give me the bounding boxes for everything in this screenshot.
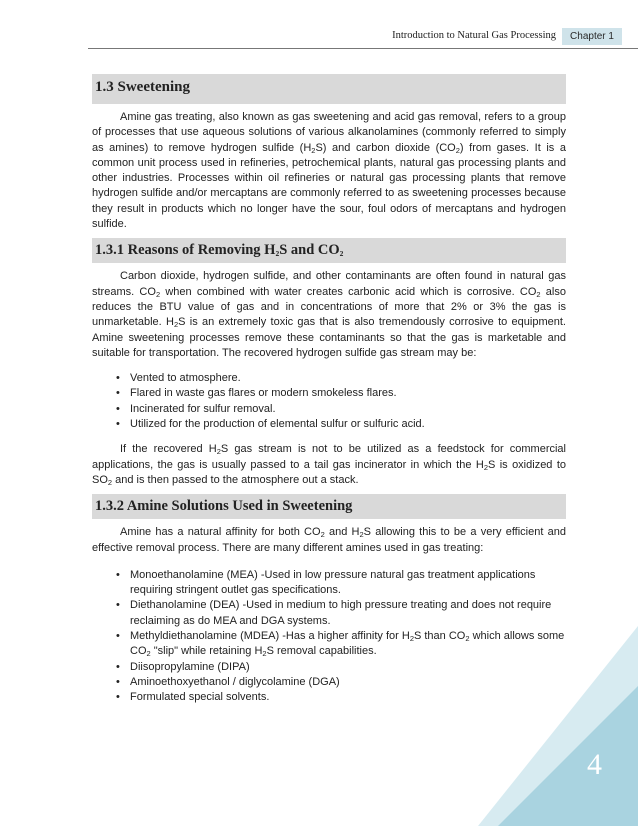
list-item: • Incinerated for sulfur removal. bbox=[92, 402, 566, 417]
paragraph-sweetening: Amine gas treating, also known as gas sweetening and acid gas removal, refers to a group of processes that use aqueous solutions of various alkanolamines (commonly referred to simply as amines) to remove hydrogen sulfide $(H_2S)$ and carbon dioxide $(CO_2)$ from gases. It is a common unit process used in refineries, petrochemical plants, natural gas processing plants and other industries. Processes within oil refineries or natural gas processing plants that remove hydrogen sulfide and/or mercaptans are commonly referred to as sweetening processes because they result in products which no longer have the sour, foul odors of mercaptans and hydrogen sulfide. bbox=[92, 111, 566, 231]
bullet-icon: • bbox=[116, 568, 120, 581]
bullet-icon: • bbox=[116, 387, 120, 400]
header-rule bbox=[88, 48, 638, 49]
list-item: • Monoethanolamine (MEA) -Used in low pressure natural gas treatment applications requiring stringent outlet gas specifications. bbox=[116, 568, 536, 597]
page-content bbox=[92, 74, 566, 706]
bullet-icon: • bbox=[116, 372, 120, 385]
bullet-icon: • bbox=[116, 402, 120, 415]
chapter-tab: Chapter 1 bbox=[562, 28, 622, 45]
section-heading-amines: 1.3.2 Amine Solutions Used in Sweetening bbox=[92, 494, 566, 519]
list-item: • Methyldiethanolamine (MDEA) -Has a higher affinity for $H_2S$ than $CO_2$ which allows some $CO_2$ "slip" while retaining $H_2S$ removal capabilities. bbox=[116, 630, 565, 659]
disposal-list bbox=[92, 371, 566, 432]
corner-dark-triangle bbox=[498, 686, 638, 826]
paragraph-amines: Amine has a natural affinity for both $CO_2$ and $H_2S$ allowing this to be a very efficient and effective removal process. There are many different amines used in gas treating: bbox=[92, 526, 566, 554]
bullet-icon: • bbox=[116, 418, 120, 431]
bullet-icon: • bbox=[116, 630, 120, 643]
bullet-icon: • bbox=[116, 675, 120, 688]
section-heading-sweetening: 1.3 Sweetening bbox=[92, 74, 566, 104]
page-number: 4 bbox=[587, 748, 602, 781]
list-item: • Utilized for the production of elemental sulfur or sulfuric acid. bbox=[92, 417, 566, 432]
list-item: • Aminoethoxyethanol / diglycolamine (DGA) bbox=[92, 675, 566, 690]
paragraph-reasons: Carbon dioxide, hydrogen sulfide, and other contaminants are often found in natural gas streams. $CO_2$ when combined with water creates carbonic acid which is corrosive. $CO_2$ also reduces the BTU value of gas and in concentrations of more that 2% or 3% the gas is unmarketable. $H_2S$ is an extremely toxic gas that is also tremendously corrosive to equipment. Amine sweetening processes remove these contaminants so that the gas is marketable and suitable for transportation. The recovered hydrogen sulfide gas stream may be: bbox=[92, 270, 566, 359]
header-title: Introduction to Natural Gas Processing bbox=[392, 30, 556, 41]
list-item: • Diisopropylamine (DIPA) bbox=[92, 660, 566, 675]
corner-decoration bbox=[478, 626, 638, 826]
bullet-icon: • bbox=[116, 599, 120, 612]
list-item: • Diethanolamine (DEA) -Used in medium to high pressure treating and does not require reclaiming as do MEA and DGA systems. bbox=[116, 599, 552, 627]
list-item: • Vented to atmosphere. bbox=[92, 371, 566, 386]
bullet-icon: • bbox=[116, 691, 120, 704]
list-item: • Flared in waste gas flares or modern smokeless flares. bbox=[92, 386, 566, 401]
list-item: • Formulated special solvents. bbox=[92, 690, 566, 705]
section-heading-reasons: 1.3.1 Reasons of Removing $H_2S$ and $CO_2$ bbox=[92, 238, 566, 263]
bullet-icon: • bbox=[116, 660, 120, 673]
paragraph-tail-gas: If the recovered $H_2S$ gas stream is not to be utilized as a feedstock for commercial applications, the gas is usually passed to a tail gas incinerator in which the $H_2S$ is oxidized to $SO_2$ and is then passed to the atmosphere out a stack. bbox=[92, 443, 566, 487]
page-header bbox=[0, 28, 638, 48]
